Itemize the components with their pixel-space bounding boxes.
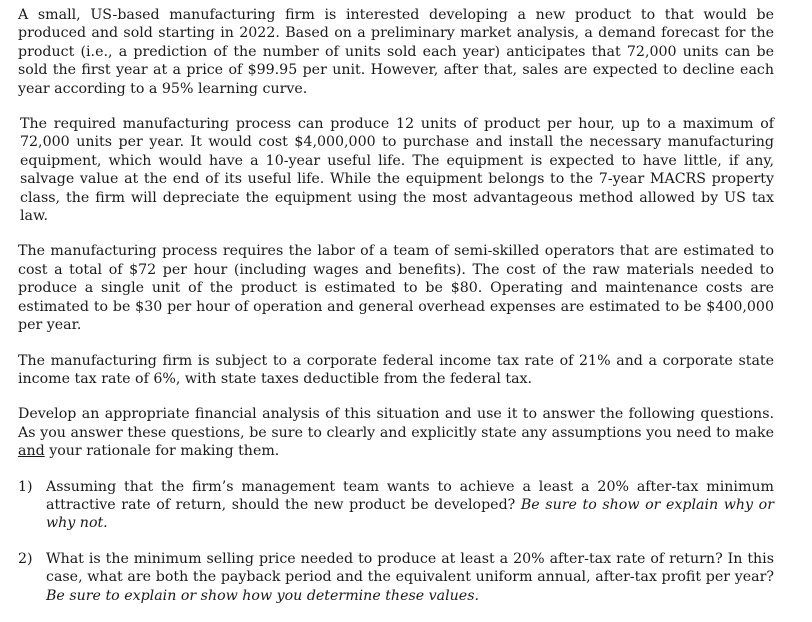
- instructions-text: Develop an appropriate financial analysis of this situation and use it to answer the following questions. As you answer these questions, be sure to clearly and explicitly state any assumptions you need to make: [18, 406, 774, 441]
- paragraph-demand-forecast: A small, US-based manufacturing firm is interested developing a new product to that would be produced and sold starting in 2022. Based on a preliminary market analysis, a demand forecast for the product (i.e., a prediction of the number of units sold each year) anticipates that 72,000 units can be sold the first year at a price of $99.95 per unit. However, after that, sales are expected to decline each year according to a 95% learning curve.: [18, 7, 774, 97]
- instructions-text-end: your rationale for making them.: [49, 443, 280, 460]
- question-emphasis: Be sure to explain or show how you determine these values.: [46, 587, 479, 604]
- paragraph-operating-costs: The manufacturing process requires the labor of a team of semi-skilled operators that are estimated to cost a total of $72 per hour (including wages and benefits). The cost of the raw materials needed to produce a single unit of the product is estimated to be $80. Operating and maintenance costs are estimated to be $30 per hour of operation and general overhead expenses are estimated to be $400,000 per year.: [18, 243, 774, 334]
- question-text: [46, 478, 774, 533]
- question-prompt: What is the minimum selling price needed to produce at least a 20% after-tax rate of return? In this case, what are both the payback period and the equivalent uniform annual, after-tax profit per year?: [46, 550, 774, 586]
- question-text: [46, 550, 774, 605]
- question-prompt: Assuming that the firm’s management team wants to achieve a least a 20% after-tax minimum attractive rate of return, should the new product be developed?: [46, 478, 774, 513]
- question-number: 1): [18, 478, 33, 495]
- question-list: [18, 478, 774, 605]
- paragraph-manufacturing-process: The required manufacturing process can produce 12 units of product per hour, up to a maximum of 72,000 units per year. It would cost $4,000,000 to purchase and install the necessary manufacturing equipment, which would have a 10-year useful life. The equipment is expected to have little, if any, salvage value at the end of its useful life. While the equipment belongs to the 7-year MACRS property class, the firm will depreciate the equipment using the most advantageous method allowed by US tax law.: [20, 116, 774, 225]
- instructions-underlined-word: and: [18, 443, 45, 460]
- question-item: [18, 478, 774, 533]
- paragraph-instructions: [18, 405, 774, 460]
- question-number: 2): [18, 550, 33, 567]
- paragraph-tax-rates: The manufacturing firm is subject to a corporate federal income tax rate of 21% and a corporate state income tax rate of 6%, with state taxes deductible from the federal tax.: [18, 352, 774, 387]
- document-body: [18, 6, 774, 622]
- question-emphasis: Be sure to show or explain why or why not.: [46, 496, 774, 532]
- question-item: [18, 550, 774, 605]
